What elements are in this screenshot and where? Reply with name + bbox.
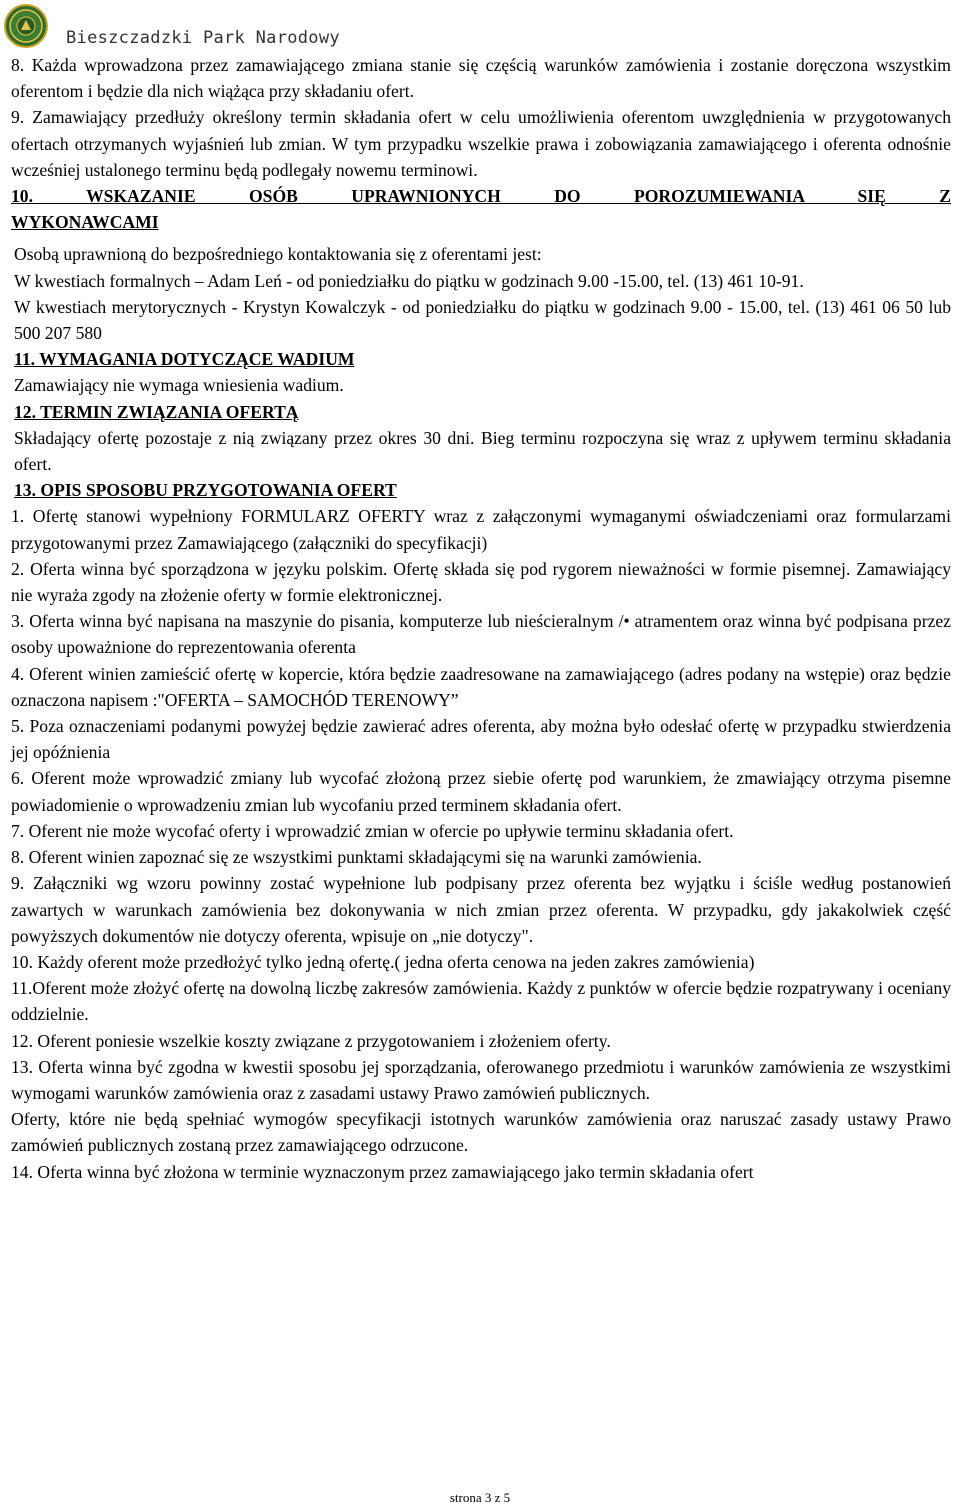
list-item: 12. Oferent poniesie wszelkie koszty związane z przygotowaniem i złożeniem oferty. — [11, 1030, 611, 1051]
list-item: 1. Ofertę stanowi wypełniony FORMULARZ OFERTY wraz z załączonymi wymaganymi oświadczeniami oraz formularzami przygotowanymi przez Zamawiającego (załączniki do specyfikacji) — [11, 506, 951, 553]
contact-formal: W kwestiach formalnych – Adam Leń - od poniedziałku do piątku w godzinach 9.00 -15.00, tel. (13) 461 10-91. — [14, 270, 804, 291]
list-item: 5. Poza oznaczeniami podanymi powyżej będzie zawierać adres oferenta, aby można było odesłać ofertę w przypadku stwierdzenia jej opóźnienia — [11, 716, 951, 763]
list-item: 7. Oferent nie może wycofać oferty i wprowadzić zmian w ofercie po upływie terminu składania ofert. — [11, 820, 734, 841]
section-11-text: Zamawiający nie wymaga wniesienia wadium. — [14, 375, 344, 396]
section-13-heading: 13. OPIS SPOSOBU PRZYGOTOWANIA OFERT — [14, 480, 397, 501]
paragraph-8: 8. Każda wprowadzona przez zamawiającego zmiana stanie się częścią warunków zamówienia i zostanie doręczona wszystkim oferentom i będzie dla nich wiążąca przy składaniu ofert. — [11, 55, 951, 102]
list-item: 11.Oferent może złożyć ofertę na dowolną liczbę zakresów zamówienia. Każdy z punktów w ofercie będzie rozpatrywany i oceniany oddzielnie. — [11, 978, 951, 1025]
list-item: 14. Oferta winna być złożona w terminie wyznaczonym przez zamawiającego jako termin składania ofert — [11, 1161, 754, 1182]
section-10-heading-cont: WYKONAWCAMI — [11, 212, 159, 233]
page-header — [0, 0, 960, 52]
contact-intro: Osobą uprawnioną do bezpośredniego kontaktowania się z oferentami jest: — [14, 244, 542, 265]
list-item: 3. Oferta winna być napisana na maszynie do pisania, komputerze lub nieścieralnym /• atramentem oraz winna być podpisana przez osoby upoważnione do reprezentowania oferenta — [11, 611, 951, 658]
paragraph-9: 9. Zamawiający przedłuży określony termin składania ofert w celu umożliwienia oferentom uwzględnienia w przygotowanych ofertach otrzymanych wyjaśnień lub zmian. W tym przypadku wszelkie prawa i zobowiązania zamawiającego i oferenta odnośnie wcześniej ustalonego terminu będą podlegały nowemu terminowi. — [11, 107, 951, 180]
list-item: 6. Oferent może wprowadzić zmiany lub wycofać złożoną przez siebie ofertę pod warunkiem, że zmawiający otrzyma pisemne powiadomienie o wprowadzeniu zmian lub wycofaniu przed terminem składania ofert. — [11, 768, 951, 815]
list-item: Oferty, które nie będą spełniać wymogów specyfikacji istotnych warunków zamówienia oraz naruszać zasady ustawy Prawo zamówień publicznych zostaną przez zamawiającego odrzucone. — [11, 1109, 951, 1156]
section-11-heading: 11. WYMAGANIA DOTYCZĄCE WADIUM — [14, 349, 355, 370]
section-12-text: Składający ofertę pozostaje z nią związany przez okres 30 dni. Bieg terminu rozpoczyna się wraz z upływem terminu składania ofert. — [14, 427, 951, 475]
list-item: 8. Oferent winien zapoznać się ze wszystkimi punktami składającymi się na warunki zamówienia. — [11, 847, 702, 868]
list-item: 10. Każdy oferent może przedłożyć tylko jedną ofertę.( jedna oferta cenowa na jeden zakres zamówienia) — [11, 951, 755, 972]
park-emblem-icon — [4, 4, 48, 48]
list-item: 9. Załączniki wg wzoru powinny zostać wypełnione lub podpisany przez oferenta bez wyjątku i ściśle według postanowień zawartych w warunkach zamówienia bez dokonywania w nich zmian przez oferenta. W przypadku, gdy jakakolwiek część powyższych dokumentów nie dotyczy oferenta, wpisuje on „nie dotyczy". — [11, 873, 951, 946]
contact-substantive: W kwestiach merytorycznych - Krystyn Kowalczyk - od poniedziałku do piątku w godzinach 9.00 - 15.00, tel. (13) 461 06 50 lub 500 207 580 — [14, 296, 951, 344]
site-title: Bieszczadzki Park Narodowy — [66, 28, 340, 48]
page-number: strona 3 z 5 — [449, 1490, 511, 1505]
list-item: 2. Oferta winna być sporządzona w języku polskim. Ofertę składa się pod rygorem nieważności w formie pisemnej. Zamawiający nie wyraża zgody na złożenie oferty w formie elektronicznej. — [11, 558, 951, 606]
section-12-heading: 12. TERMIN ZWIĄZANIA OFERTĄ — [14, 401, 299, 422]
list-item: 4. Oferent winien zamieścić ofertę w kopercie, która będzie zaadresowane na zamawiającego (adres podany na wstępie) oraz będzie oznaczona napisem :"OFERTA – SAMOCHÓD TERENOWY” — [11, 663, 951, 710]
document-body — [11, 52, 951, 1185]
section-10-heading: 10. WSKAZANIE OSÓB UPRAWNIONYCH DO POROZUMIEWANIA SIĘ Z — [11, 186, 951, 207]
list-item: 13. Oferta winna być zgodna w kwestii sposobu jej sporządzania, oferowanego przedmiotu i warunków zamówienia ze wszystkimi wymogami warunków zamówienia oraz z zasadami ustawy Prawo zamówień publicznych. — [11, 1056, 951, 1103]
